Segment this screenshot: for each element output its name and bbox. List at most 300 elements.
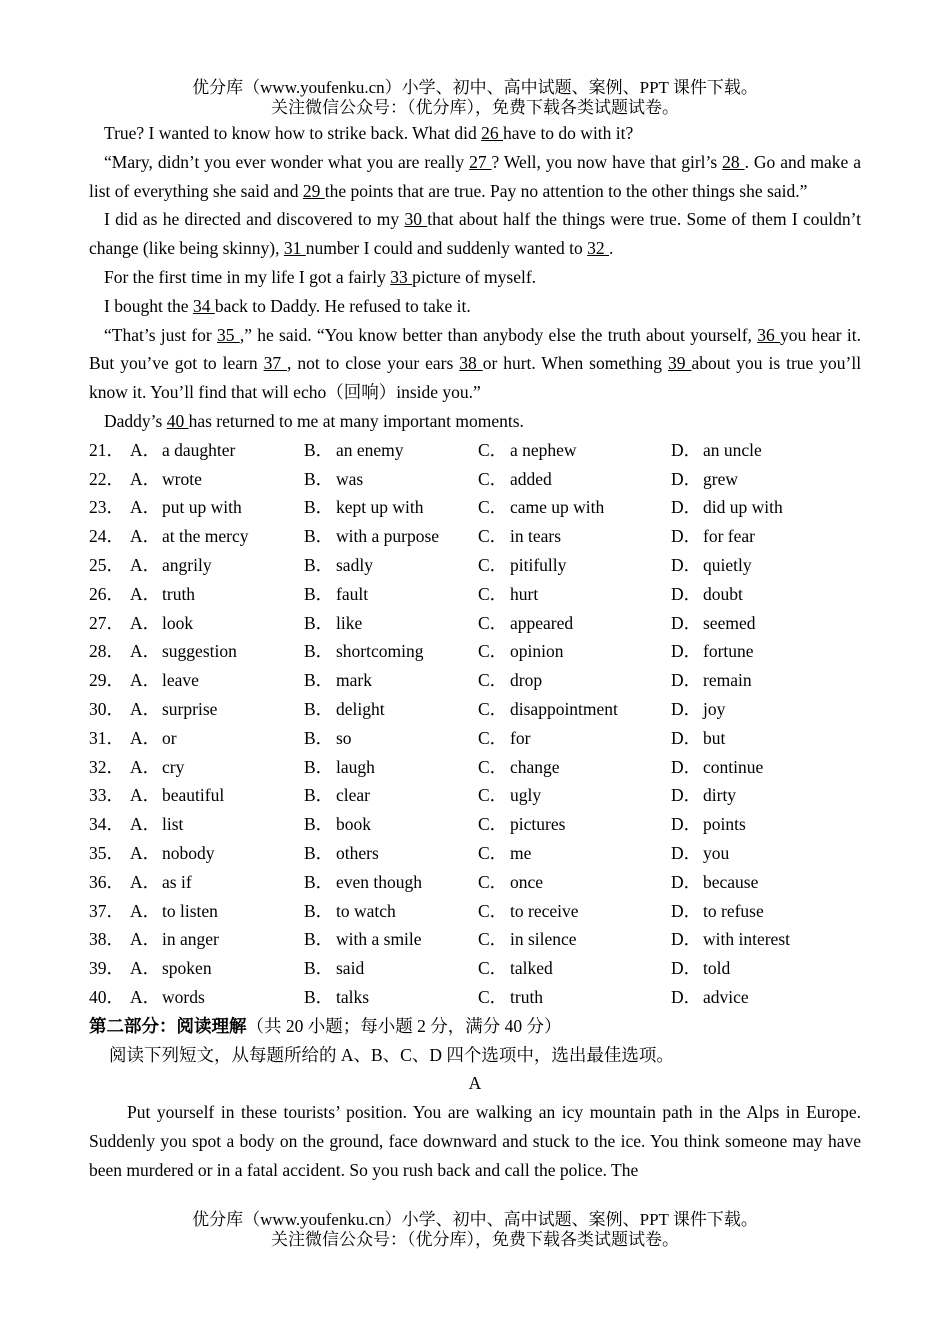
passage-paragraph-2 <box>89 148 861 206</box>
option-a <box>130 637 304 666</box>
text: or hurt. When something <box>482 353 669 374</box>
blank-37: 37 <box>263 353 288 374</box>
blank-27: 27 <box>469 151 492 172</box>
question-row <box>89 580 861 609</box>
option-b <box>304 522 478 551</box>
option-d <box>671 724 861 753</box>
option-text: wrote <box>162 468 202 489</box>
option-text: like <box>336 612 363 633</box>
question-row <box>89 753 861 782</box>
option-text: cry <box>162 756 185 777</box>
option-text: once <box>510 871 544 892</box>
option-text: sadly <box>336 554 373 575</box>
option-text: to receive <box>510 900 579 921</box>
option-b <box>304 897 478 926</box>
option-c <box>478 954 671 983</box>
option-d <box>671 954 861 983</box>
option-label: C． <box>478 842 508 863</box>
option-label: C． <box>478 929 508 950</box>
question-number: 34． <box>89 814 124 835</box>
text: True? I wanted to know how to strike back. What did <box>104 123 482 143</box>
option-d <box>671 897 861 926</box>
option-text: fortune <box>703 641 754 662</box>
question-number: 21． <box>89 439 124 460</box>
passage-letter: A <box>468 1073 482 1094</box>
blank-35: 35 <box>217 324 240 345</box>
option-a <box>130 954 304 983</box>
option-label: A． <box>130 641 161 662</box>
option-label: B． <box>304 814 334 835</box>
section-title: 第二部分：阅读理解 <box>89 1015 247 1036</box>
option-label: A． <box>130 929 161 950</box>
option-text: with a smile <box>336 929 422 950</box>
option-a <box>130 753 304 782</box>
option-d <box>671 666 861 695</box>
option-d <box>671 580 861 609</box>
option-b <box>304 637 478 666</box>
option-label: D． <box>671 612 702 633</box>
option-text: drop <box>510 670 543 691</box>
option-a <box>130 810 304 839</box>
option-label: D． <box>671 583 702 604</box>
reading-passage-a: Put yourself in these tourists’ position. You are walking an icy mountain path in the Alps in Europe. Suddenly you spot a body on the ground, face downward and stuck to the ice. You think someone may have been murdered or in a fatal accident. So you rush back and call the police. The <box>89 1102 861 1180</box>
option-text: book <box>336 814 371 835</box>
option-c <box>478 839 671 868</box>
question-number: 29． <box>89 670 124 691</box>
option-label: D． <box>671 468 702 489</box>
option-label: C． <box>478 785 508 806</box>
option-text: shortcoming <box>336 641 424 662</box>
option-label: A． <box>130 583 161 604</box>
option-label: A． <box>130 439 161 460</box>
option-text: as if <box>162 871 192 892</box>
option-label: C． <box>478 554 508 575</box>
option-text: with interest <box>703 929 790 950</box>
blank-38: 38 <box>459 353 483 374</box>
option-label: B． <box>304 583 334 604</box>
option-a <box>130 839 304 868</box>
option-label: C． <box>478 900 508 921</box>
question-options-list <box>89 436 861 1012</box>
option-text: joy <box>703 698 726 719</box>
option-b <box>304 465 478 494</box>
option-label: C． <box>478 814 508 835</box>
option-label: D． <box>671 439 702 460</box>
question-number: 31． <box>89 727 124 748</box>
text: back to Daddy. He refused to take it. <box>214 295 471 316</box>
question-row <box>89 839 861 868</box>
question-row <box>89 637 861 666</box>
blank-28: 28 <box>722 151 745 172</box>
question-number: 25． <box>89 554 124 575</box>
option-label: C． <box>478 958 508 979</box>
option-text: dirty <box>703 785 737 806</box>
option-label: C． <box>478 641 508 662</box>
option-b <box>304 493 478 522</box>
text: number I could and suddenly wanted to <box>305 238 588 259</box>
option-label: B． <box>304 641 334 662</box>
question-number: 24． <box>89 526 124 547</box>
option-text: a nephew <box>510 439 577 460</box>
option-label: D． <box>671 986 702 1007</box>
option-b <box>304 695 478 724</box>
option-label: C． <box>478 526 508 547</box>
question-number: 22． <box>89 468 124 489</box>
option-label: B． <box>304 698 334 719</box>
question-row <box>89 522 861 551</box>
option-label: B． <box>304 986 334 1007</box>
option-d <box>671 695 861 724</box>
text: has returned to me at many important moments. <box>188 410 524 431</box>
option-text: kept up with <box>336 497 424 518</box>
option-a <box>130 724 304 753</box>
question-number: 38． <box>89 929 124 950</box>
blank-39: 39 <box>668 353 692 374</box>
question-number: 35． <box>89 842 124 863</box>
option-label: A． <box>130 756 161 777</box>
option-text: beautiful <box>162 785 225 806</box>
option-text: leave <box>162 670 199 691</box>
option-text: nobody <box>162 842 215 863</box>
option-d <box>671 781 861 810</box>
option-label: D． <box>671 698 702 719</box>
question-number: 27． <box>89 612 124 633</box>
option-b <box>304 781 478 810</box>
option-label: B． <box>304 929 334 950</box>
option-text: pictures <box>510 814 566 835</box>
option-a <box>130 666 304 695</box>
option-text: said <box>336 958 365 979</box>
option-label: C． <box>478 670 508 691</box>
option-label: A． <box>130 497 161 518</box>
option-text: continue <box>703 756 764 777</box>
option-c <box>478 436 671 465</box>
option-d <box>671 493 861 522</box>
text: I did as he directed and discovered to my <box>104 209 405 230</box>
question-row <box>89 609 861 638</box>
option-text: delight <box>336 698 385 719</box>
option-a <box>130 868 304 897</box>
option-c <box>478 522 671 551</box>
question-row <box>89 897 861 926</box>
option-text: in anger <box>162 929 219 950</box>
option-b <box>304 868 478 897</box>
option-text: to watch <box>336 900 396 921</box>
option-b <box>304 436 478 465</box>
option-label: C． <box>478 612 508 633</box>
option-text: you <box>703 842 730 863</box>
option-label: D． <box>671 756 702 777</box>
option-c <box>478 810 671 839</box>
option-text: in silence <box>510 929 577 950</box>
option-text: told <box>703 958 731 979</box>
option-label: D． <box>671 814 702 835</box>
option-c <box>478 580 671 609</box>
option-label: A． <box>130 468 161 489</box>
option-label: A． <box>130 698 161 719</box>
option-text: look <box>162 612 194 633</box>
option-d <box>671 925 861 954</box>
option-text: suggestion <box>162 641 237 662</box>
option-label: B． <box>304 727 334 748</box>
option-label: D． <box>671 670 702 691</box>
option-a <box>130 925 304 954</box>
text: I bought the <box>104 295 193 316</box>
option-label: A． <box>130 526 161 547</box>
text: For the first time in my life I got a fairly <box>104 266 391 287</box>
option-text: others <box>336 842 379 863</box>
passage-paragraph-4 <box>89 263 861 292</box>
question-row <box>89 868 861 897</box>
option-text: to refuse <box>703 900 764 921</box>
text: the points that are true. Pay no attention to the other things she said.” <box>324 180 808 201</box>
option-text: laugh <box>336 756 375 777</box>
question-number: 40． <box>89 986 124 1007</box>
option-text: hurt <box>510 583 539 604</box>
option-label: B． <box>304 900 334 921</box>
option-label: C． <box>478 986 508 1007</box>
option-text: did up with <box>703 497 783 518</box>
option-c <box>478 753 671 782</box>
blank-31: 31 <box>283 238 306 259</box>
text: you hear it. But you’ve got to learn <box>89 324 862 374</box>
option-a <box>130 493 304 522</box>
option-a <box>130 609 304 638</box>
option-d <box>671 551 861 580</box>
option-text: disappointment <box>510 698 618 719</box>
blank-29: 29 <box>302 180 325 201</box>
option-c <box>478 781 671 810</box>
option-text: remain <box>703 670 752 691</box>
text: . Go and make a list of everything she said and <box>89 151 862 201</box>
option-text: pitifully <box>510 554 567 575</box>
option-label: B． <box>304 756 334 777</box>
option-label: B． <box>304 785 334 806</box>
option-label: D． <box>671 785 702 806</box>
option-label: D． <box>671 900 702 921</box>
option-label: C． <box>478 871 508 892</box>
option-c <box>478 983 671 1012</box>
question-row <box>89 781 861 810</box>
text: about you is true you’ll know it. You’ll find that will echo（回响）inside you.” <box>89 353 862 403</box>
question-row <box>89 695 861 724</box>
option-label: B． <box>304 958 334 979</box>
option-text: at the mercy <box>162 526 249 547</box>
option-label: B． <box>304 842 334 863</box>
text: “Mary, didn’t you ever wonder what you are really <box>104 151 470 172</box>
header-line-1: 优分库（www.youfenku.cn）小学、初中、高中试题、案例、PPT 课件下载。 <box>192 78 758 97</box>
option-label: A． <box>130 958 161 979</box>
option-label: B． <box>304 670 334 691</box>
text: ,” he said. “You know better than anybody else the truth about yourself, <box>239 324 758 345</box>
option-a <box>130 781 304 810</box>
blank-33: 33 <box>390 266 413 287</box>
option-text: doubt <box>703 583 743 604</box>
option-text: talks <box>336 986 370 1007</box>
option-label: B． <box>304 612 334 633</box>
option-label: B． <box>304 468 334 489</box>
text: ? Well, you now have that girl’s <box>491 151 723 172</box>
option-label: D． <box>671 871 702 892</box>
option-text: seemed <box>703 612 756 633</box>
blank-32: 32 <box>587 238 610 259</box>
option-text: list <box>162 814 184 835</box>
option-text: added <box>510 468 552 489</box>
text: picture of myself. <box>412 266 537 287</box>
option-c <box>478 637 671 666</box>
option-label: A． <box>130 871 161 892</box>
option-b <box>304 954 478 983</box>
option-text: because <box>703 871 759 892</box>
option-label: C． <box>478 756 508 777</box>
option-text: talked <box>510 958 553 979</box>
option-b <box>304 839 478 868</box>
text: have to do with it? <box>503 123 634 143</box>
option-text: clear <box>336 785 370 806</box>
section-instruction: 阅读下列短文，从每题所给的 A、B、C、D 四个选项中，选出最佳选项。 <box>109 1044 674 1065</box>
option-b <box>304 753 478 782</box>
option-text: fault <box>336 583 369 604</box>
question-number: 32． <box>89 756 124 777</box>
option-label: B． <box>304 497 334 518</box>
option-d <box>671 839 861 868</box>
question-number: 28． <box>89 641 124 662</box>
option-a <box>130 983 304 1012</box>
option-text: angrily <box>162 554 212 575</box>
option-label: A． <box>130 670 161 691</box>
option-b <box>304 724 478 753</box>
question-row <box>89 465 861 494</box>
option-label: D． <box>671 842 702 863</box>
option-label: A． <box>130 986 161 1007</box>
option-text: came up with <box>510 497 605 518</box>
passage-paragraph-7 <box>89 407 861 436</box>
option-label: A． <box>130 727 161 748</box>
option-a <box>130 436 304 465</box>
option-a <box>130 522 304 551</box>
option-label: C． <box>478 468 508 489</box>
option-text: change <box>510 756 560 777</box>
option-d <box>671 868 861 897</box>
option-b <box>304 925 478 954</box>
option-label: D． <box>671 526 702 547</box>
option-text: an uncle <box>703 439 762 460</box>
option-text: advice <box>703 986 749 1007</box>
option-text: words <box>162 986 205 1007</box>
option-text: to listen <box>162 900 218 921</box>
text: “That’s just for <box>104 324 218 345</box>
option-c <box>478 724 671 753</box>
question-number: 26． <box>89 583 124 604</box>
option-text: an enemy <box>336 439 404 460</box>
option-d <box>671 436 861 465</box>
option-text: grew <box>703 468 738 489</box>
option-label: C． <box>478 439 508 460</box>
question-number: 39． <box>89 958 124 979</box>
option-b <box>304 609 478 638</box>
option-label: D． <box>671 641 702 662</box>
page-header <box>0 78 950 118</box>
option-d <box>671 753 861 782</box>
option-c <box>478 925 671 954</box>
option-text: was <box>336 468 364 489</box>
option-c <box>478 695 671 724</box>
option-label: C． <box>478 727 508 748</box>
question-row <box>89 983 861 1012</box>
question-number: 36． <box>89 871 124 892</box>
option-text: quietly <box>703 554 752 575</box>
question-row <box>89 925 861 954</box>
option-text: truth <box>162 583 196 604</box>
option-d <box>671 609 861 638</box>
option-label: A． <box>130 842 161 863</box>
option-text: spoken <box>162 958 212 979</box>
question-number: 30． <box>89 698 124 719</box>
text: , not to close your ears <box>287 353 460 374</box>
question-row <box>89 954 861 983</box>
question-row <box>89 810 861 839</box>
option-text: truth <box>510 986 544 1007</box>
option-c <box>478 551 671 580</box>
option-label: A． <box>130 900 161 921</box>
option-b <box>304 580 478 609</box>
option-d <box>671 522 861 551</box>
option-b <box>304 551 478 580</box>
option-d <box>671 810 861 839</box>
option-label: B． <box>304 526 334 547</box>
option-label: B． <box>304 871 334 892</box>
option-text: points <box>703 814 746 835</box>
document-body <box>89 119 861 1184</box>
option-a <box>130 465 304 494</box>
footer-line-1: 优分库（www.youfenku.cn）小学、初中、高中试题、案例、PPT 课件下载。 <box>192 1210 758 1229</box>
option-label: B． <box>304 554 334 575</box>
option-d <box>671 637 861 666</box>
option-c <box>478 493 671 522</box>
blank-26: 26 <box>481 123 504 143</box>
option-d <box>671 983 861 1012</box>
option-text: put up with <box>162 497 242 518</box>
option-text: me <box>510 842 532 863</box>
text: . <box>609 238 614 259</box>
option-text: for fear <box>703 526 755 547</box>
option-label: C． <box>478 698 508 719</box>
option-label: A． <box>130 814 161 835</box>
option-a <box>130 897 304 926</box>
question-row <box>89 724 861 753</box>
option-label: C． <box>478 497 508 518</box>
option-label: D． <box>671 929 702 950</box>
option-label: B． <box>304 439 334 460</box>
option-text: opinion <box>510 641 564 662</box>
blank-40: 40 <box>166 410 189 431</box>
question-number: 37． <box>89 900 124 921</box>
option-text: with a purpose <box>336 526 440 547</box>
text: Daddy’s <box>104 410 167 431</box>
option-text: surprise <box>162 698 218 719</box>
option-label: D． <box>671 727 702 748</box>
question-number: 33． <box>89 785 124 806</box>
option-text: for <box>510 727 531 748</box>
question-row <box>89 666 861 695</box>
option-text: a daughter <box>162 439 236 460</box>
option-text: or <box>162 727 177 748</box>
option-c <box>478 666 671 695</box>
option-text: even though <box>336 871 423 892</box>
option-c <box>478 868 671 897</box>
blank-30: 30 <box>404 209 428 230</box>
option-text: mark <box>336 670 372 691</box>
